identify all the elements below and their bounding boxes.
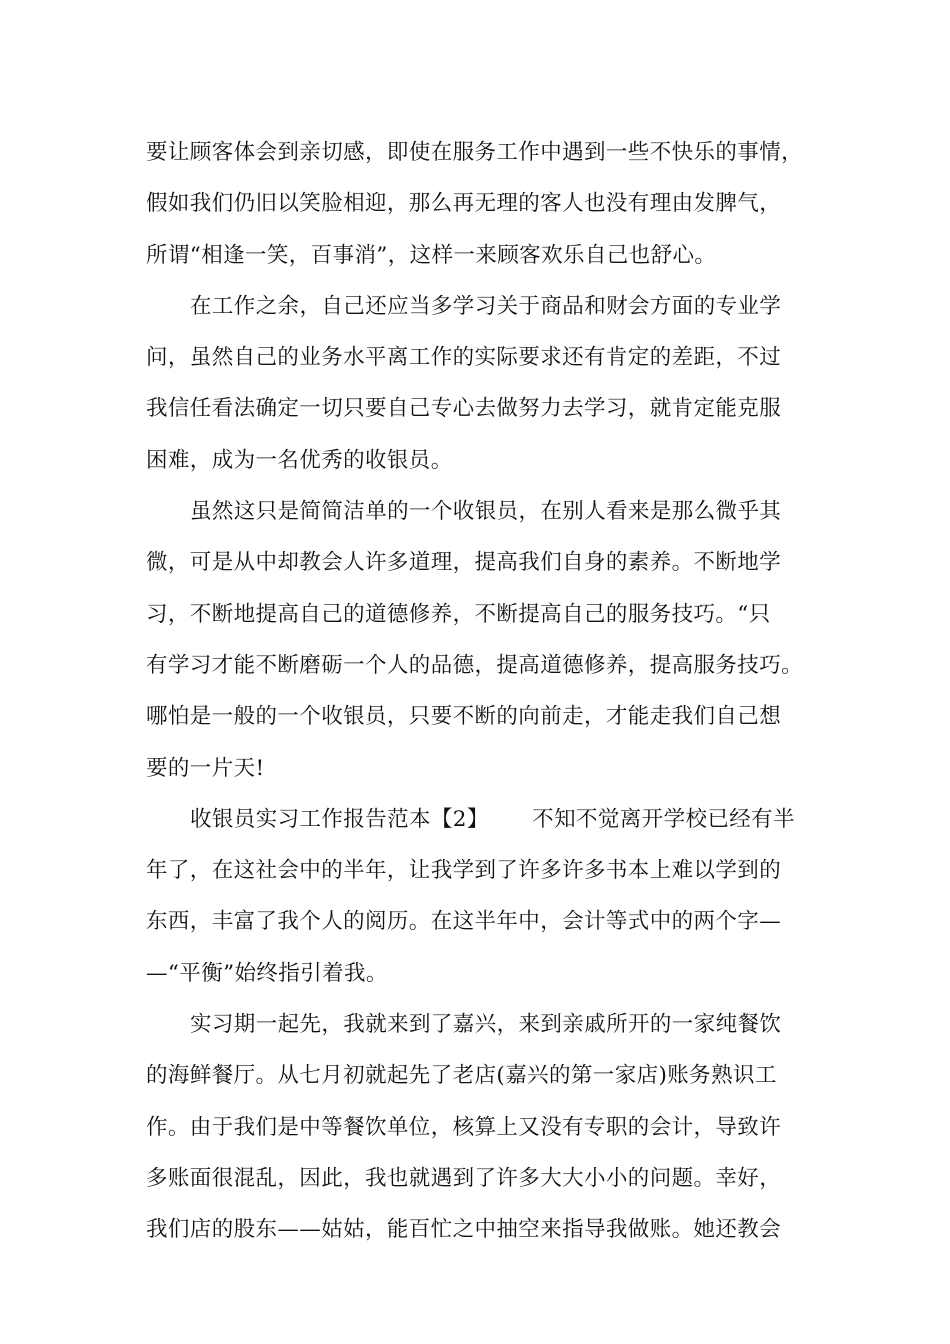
text-line: 微，可是从中却教会人许多道理，提高我们自身的素养。不断地学: [146, 550, 782, 576]
text-line: 的海鲜餐厅。从七月初就起先了老店(嘉兴的第一家店)账务熟识工: [146, 1063, 777, 1089]
text-line: 作。由于我们是中等餐饮单位，核算上又没有专职的会计，导致许: [146, 1114, 782, 1140]
text-line: 问，虽然自己的业务水平离工作的实际要求还有肯定的差距，不过: [146, 345, 782, 371]
text-line: 假如我们仍旧以笑脸相迎，那么再无理的客人也没有理由发脾气，: [146, 191, 782, 217]
text-line: 我信任看法确定一切只要自己专心去做努力去学习，就肯定能克服: [146, 396, 782, 422]
text-line: 习，不断地提高自己的道德修养，不断提高自己的服务技巧。“只: [146, 601, 771, 627]
text-line: 收银员实习工作报告范本【2】 不知不觉离开学校已经有半: [190, 806, 795, 832]
text-line: 要让顾客体会到亲切感，即使在服务工作中遇到一些不快乐的事情，: [146, 140, 804, 165]
text-line: 哪怕是一般的一个收银员，只要不断的向前走，才能走我们自己想: [146, 704, 782, 730]
text-line: 东西，丰富了我个人的阅历。在这半年中，会计等式中的两个字—: [146, 909, 782, 935]
text-line: 虽然这只是简简洁单的一个收银员，在别人看来是那么微乎其: [190, 499, 782, 525]
text-line: 在工作之余，自己还应当多学习关于商品和财会方面的专业学: [190, 293, 782, 319]
text-line: 要的一片天!: [146, 755, 265, 781]
text-line: 多账面很混乱，因此，我也就遇到了许多大大小小的问题。幸好，: [146, 1165, 782, 1191]
text-line: 困难，成为一名优秀的收银员。: [146, 447, 453, 473]
text-line: 实习期一起先，我就来到了嘉兴，来到亲戚所开的一家纯餐饮: [190, 1012, 782, 1038]
text-line: —“平衡”始终指引着我。: [146, 960, 388, 986]
text-line: 所谓“相逢一笑，百事消”，这样一来顾客欢乐自己也舒心。: [146, 242, 717, 268]
body-text: [146, 127, 826, 1256]
text-line: 我们店的股东——姑姑，能百忙之中抽空来指导我做账。她还教会: [146, 1217, 782, 1243]
text-line: 年了，在这社会中的半年，让我学到了许多许多书本上难以学到的: [146, 858, 782, 884]
text-line: 有学习才能不断磨砺一个人的品德，提高道德修养，提高服务技巧。: [146, 652, 804, 678]
